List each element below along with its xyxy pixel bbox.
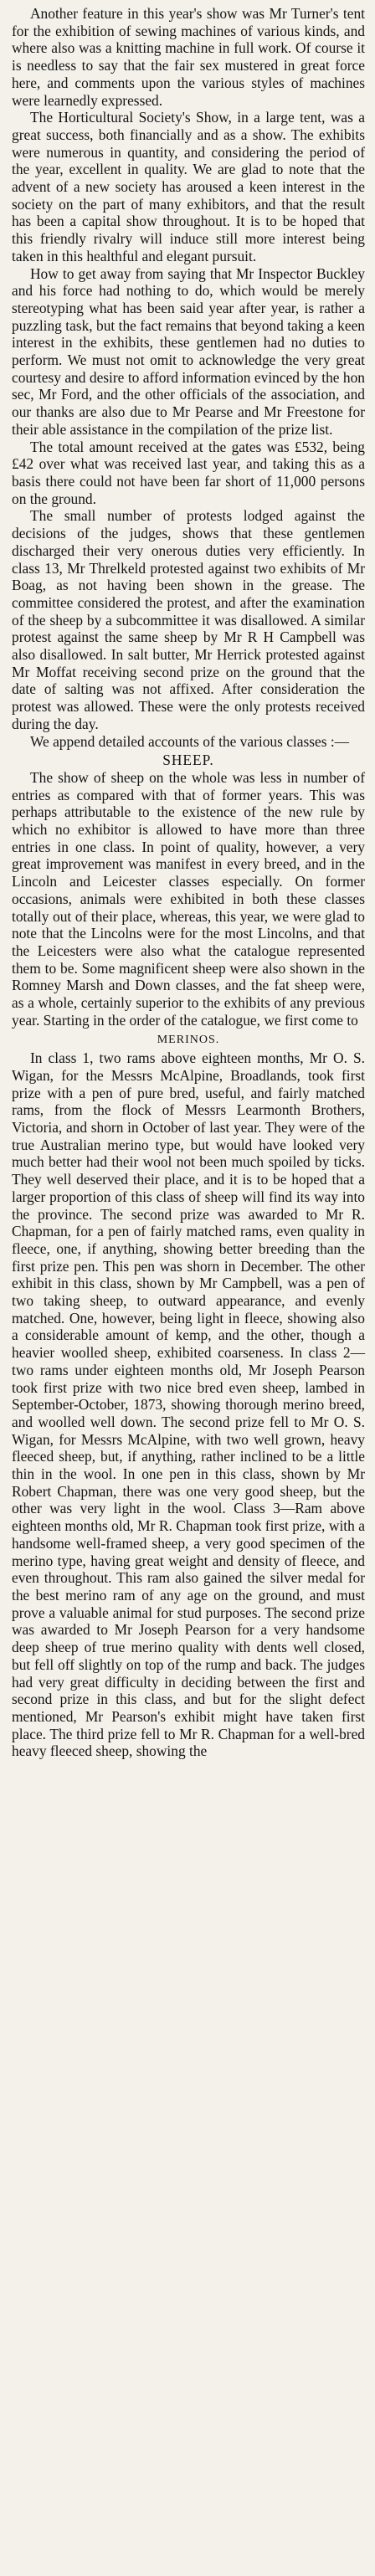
article-paragraph: The show of sheep on the whole was less in number of entries as compared with that of former years. This was perhaps attributable to the existence of the new rule by which no exhibitor is allowed to have more than three entries in one class. In point of quality, however, a very great improvement was manifest in every breed, and in the Lincoln and Leicester classes especially. On former occasions, animals were exhibited in both these classes totally out of their place, whereas, this year, we were glad to note that the Lincolns were for the most Lincolns, and that the Leicesters were also what the catalogue represented them to be. Some magnificent sheep were also shown in the Romney Marsh and Down classes, and the fat sheep were, as a whole, certainly superior to the exhibits of any previous year. Starting in the order of the catalogue, we first come to xyxy=(12,768,365,1029)
article-paragraph: How to get away from saying that Mr Inspector Buckley and his force had nothing to do, which would be merely stereotyping what has been said year after year, is rather a puzzling task, but the fact remains that beyond taking a keen interest in the exhibits, these gentlemen had no duties to perform. We must not omit to acknowledge the very great courtesy and desire to afford information evinced by the hon sec, Mr Ford, and the other officials of the association, and our thanks are also due to Mr Pearse and Mr Freestone for their able assistance in the compilation of the prize list. xyxy=(12,264,365,438)
section-heading-sheep: SHEEP. xyxy=(162,752,214,769)
article-paragraph: The total amount received at the gates was £532, being £42 over what was received last year, and taking this as a basis there could not have been far short of 11,000 persons on the ground. xyxy=(12,438,365,507)
article-paragraph: The small number of protests lodged against the decisions of the judges, shows that these gentlemen discharged their very onerous duties very efficiently. In class 13, Mr Threlkeld protested against two exhibits of Mr Boag, as not having been shown in the grease. The committee considered the protest, and after the examination of the sheep by a subcommittee it was disallowed. A similar protest against the same sheep by Mr R H Campbell was also disallowed. In salt butter, Mr Herrick protested against Mr Moffat receiving second prize on the ground that the date of salting was not affixed. After consideration the protest was allowed. These were the only protests received during the day. xyxy=(12,507,365,732)
section-heading-merinos: MERINOS. xyxy=(157,1034,220,1047)
article-paragraph: In class 1, two rams above eighteen months, Mr O. S. Wigan, for the Messrs McAlpine, Broadlands, took first prize with a pen of pure bred, useful, and fairly matched rams, from the flock of Messrs Learmonth Brothers, Victoria, and shorn in October of last year. They were of the true Australian merino type, but would have looked very much better had their wool not been much spoiled by ticks. They well deserved their place, and it is to be hoped that a larger proportion of this class of sheep will find its way into the province. The second prize was awarded to Mr R. Chapman, for a pen of fairly matched rams, even quality in fleece, one, if anything, showing better breeding than the first prize pen. This pen was shorn in December. The other exhibit in this class, shown by Mr Campbell, was a pen of two taking sheep, to outward appearance, and evenly matched. One, however, being light in fleece, showing also a considerable amount of kemp, and the other, though a heavier woolled sheep, exhibited coarseness. In class 2—two rams under eighteen months old, Mr Joseph Pearson took first prize with two nice bred even sheep, lambed in September-October, 1873, showing thorough merino breed, and woolled well down. The second prize fell to Mr O. S. Wigan, for Messrs McAlpine, with two well grown, heavy fleeced sheep, but, if anything, rather inclined to be a little thin in the wool. In one pen in this class, shown by Mr Robert Chapman, there was one very good sheep, but the other was very light in the wool. Class 3—Ram above eighteen months old, Mr R. Chapman took first prize, with a handsome well-framed sheep, a very good specimen of the merino type, having great weight and density of fleece, and even throughout. This ram also gained the silver medal for the best merino ram of any age on the ground, and must prove a valuable animal for stud purposes. The second prize was awarded to Mr Joseph Pearson for a very handsome deep sheep of true merino quality with dents well closed, but fell off slightly on top of the rump and back. The judges had very great difficulty in deciding between the first and second prize in this class, and but for the slight defect mentioned, Mr Pearson's exhibit might have taken first place. The third prize fell to Mr R. Chapman for a well-bred heavy fleeced sheep, showing the xyxy=(12,1049,365,1760)
article-paragraph: We append detailed accounts of the various classes :— xyxy=(30,732,350,750)
article-paragraph: Another feature in this year's show was Mr Turner's tent for the exhibition of sewing machines of various kinds, and where also was a knitting machine in full work. Of course it is needless to say that the fair sex mustered in great force here, and comments upon the various styles of machines were learnedly expressed. xyxy=(12,5,365,109)
article-paragraph: The Horticultural Society's Show, in a large tent, was a great success, both financially and as a show. The exhibits were numerous in quantity, and considering the period of the year, excellent in quality. We are glad to note that the advent of a new society has aroused a keen interest in the society on the part of many exhibitors, and that the result has been a capital show throughout. It is to be hoped that this friendly rivalry will induce still more interest being taken in this healthful and elegant pursuit. xyxy=(12,109,365,264)
